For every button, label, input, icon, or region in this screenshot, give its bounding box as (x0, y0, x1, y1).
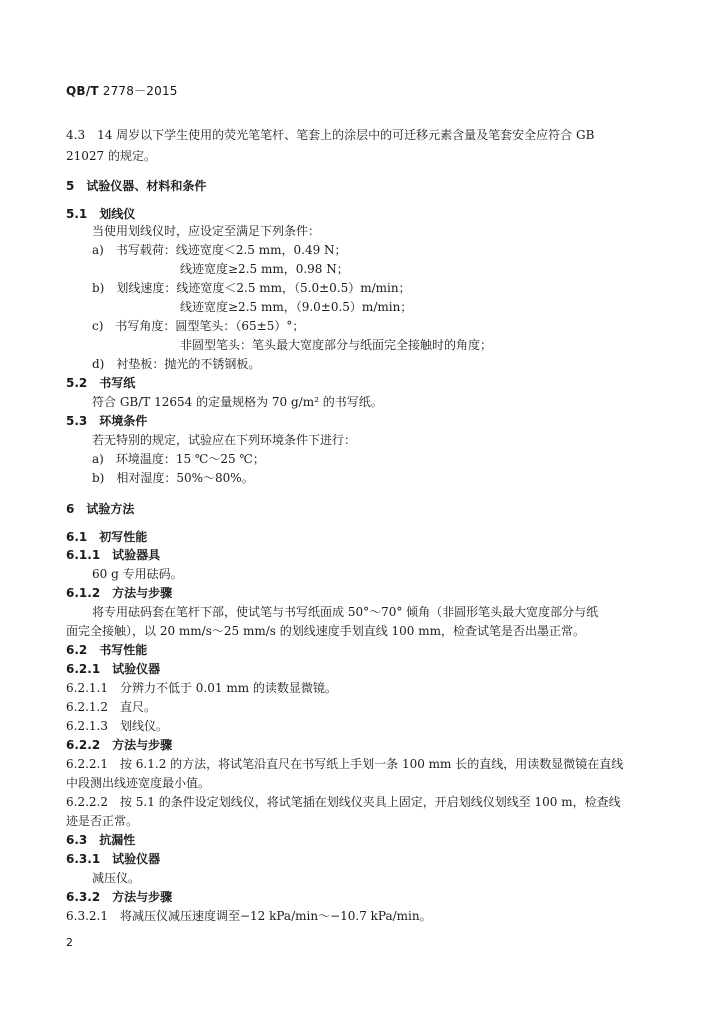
page-number: 2 (66, 936, 73, 949)
clause-4-3-line2: 21027 的规定。 (66, 149, 156, 163)
heading-6-3: 6.3 抗漏性 (66, 833, 136, 847)
clause-6-2-1-3: 6.2.1.3 划线仪。 (66, 719, 168, 733)
heading-6-2: 6.2 书写性能 (66, 643, 148, 657)
clause-6-3-2-1: 6.3.2.1 将减压仪减压速度调至−12 kPa/min～−10.7 kPa/min。 (66, 909, 432, 923)
list-item-continuation: 线迹宽度≥2.5 mm，（9.0±0.5）m/min； (180, 300, 413, 314)
paragraph: 将专用砝码套在笔杆下部，使试笔与书写纸面成 50°～70° 倾角（非圆形笔头最大宽度部分与纸 (92, 605, 599, 619)
heading-6-3-2: 6.3.2 方法与步骤 (66, 890, 173, 904)
list-item-b: b) 划线速度：线迹宽度＜2.5 mm，（5.0±0.5）m/min； (92, 281, 411, 295)
clause-6-2-1-1: 6.2.1.1 分辨力不低于 0.01 mm 的读数显微镜。 (66, 681, 337, 695)
heading-5-2: 5.2 书写纸 (66, 376, 136, 390)
clause-6-2-2-2: 6.2.2.2 按 5.1 的条件设定划线仪，将试笔插在划线仪夹具上固定，开启划线仪划线至 100 m，检查线 (66, 795, 621, 809)
list-item-a: a) 环境温度：15 ℃～25 ℃； (92, 452, 265, 466)
paragraph: 减压仪。 (92, 871, 141, 885)
list-item-a: a) 书写载荷：线迹宽度＜2.5 mm，0.49 N； (92, 243, 347, 257)
heading-6-1-2: 6.1.2 方法与步骤 (66, 586, 173, 600)
heading-5-3: 5.3 环境条件 (66, 414, 148, 428)
heading-6-2-1: 6.2.1 试验仪器 (66, 662, 161, 676)
heading-6-1: 6.1 初写性能 (66, 530, 148, 544)
paragraph: 60 g 专用砝码。 (92, 567, 183, 581)
heading-5-1: 5.1 划线仪 (66, 207, 136, 221)
list-item-d: d) 衬垫板：抛光的不锈钢板。 (92, 357, 261, 371)
clause-4-3-line1: 4.3 14 周岁以下学生使用的荧光笔笔杆、笔套上的涂层中的可迁移元素含量及笔套安全应符合 GB (66, 128, 595, 142)
heading-6-1-1: 6.1.1 试验器具 (66, 548, 161, 562)
standard-code: QB/T (66, 84, 99, 98)
list-item-b: b) 相对湿度：50%～80%。 (92, 471, 254, 485)
section-6-heading: 6 试验方法 (66, 502, 135, 516)
list-item-continuation: 线迹宽度≥2.5 mm，0.98 N； (180, 262, 349, 276)
standard-header (66, 82, 178, 99)
clause-6-2-2-1-cont: 中段测出线迹宽度最小值。 (66, 776, 211, 790)
clause-6-2-2-2-cont: 迹是否正常。 (66, 814, 139, 828)
heading-6-2-2: 6.2.2 方法与步骤 (66, 738, 173, 752)
paragraph: 当使用划线仪时，应设定至满足下列条件： (92, 224, 321, 238)
paragraph: 符合 GB/T 12654 的定量规格为 70 g/m² 的书写纸。 (92, 395, 383, 409)
clause-6-2-1-2: 6.2.1.2 直尺。 (66, 700, 156, 714)
clause-6-2-2-1: 6.2.2.1 按 6.1.2 的方法，将试笔沿直尺在书写纸上手划一条 100 mm 长的直线，用读数显微镜在直线 (66, 757, 624, 771)
heading-6-3-1: 6.3.1 试验仪器 (66, 852, 161, 866)
paragraph: 面完全接触），以 20 mm/s～25 mm/s 的划线速度手划直线 100 mm，检查试笔是否出墨正常。 (66, 624, 586, 638)
list-item-c: c) 书写角度：圆型笔头：（65±5）°； (92, 319, 305, 333)
section-5-heading: 5 试验仪器、材料和条件 (66, 179, 207, 193)
list-item-continuation: 非圆型笔头：笔头最大宽度部分与纸面完全接触时的角度； (180, 338, 493, 352)
paragraph: 若无特别的规定，试验应在下列环境条件下进行： (92, 433, 357, 447)
standard-number: 2778－2015 (102, 84, 178, 98)
